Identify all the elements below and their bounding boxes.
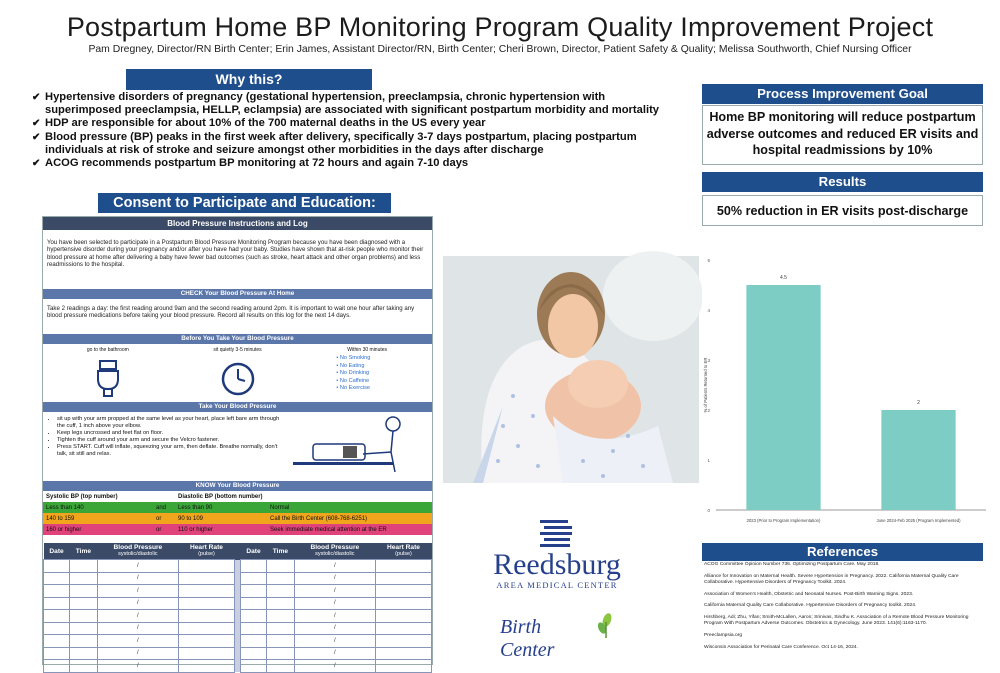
log-hr-title: Heart Rate (386, 544, 420, 551)
log-row (44, 597, 432, 610)
reference-item: California Maternal Quality Care Collaborative. Hypertensive Disorders of Pregnancy toolkit. 2024. (704, 603, 917, 609)
bp-cell: Seek immediate medical attention at the ER (270, 526, 387, 533)
log-cell-date[interactable] (44, 622, 70, 635)
why-bullet: ✔ Hypertensive disorders of pregnancy (gestational hypertension, preeclampsia, chronic hypertension with superimposed preeclampsia, HELLP, eclampsia) are associated with significant postpartum morbidity and mortality (32, 91, 672, 117)
log-cell-hr[interactable] (375, 560, 431, 573)
before-header: Before You Take Your Blood Pressure (43, 334, 432, 344)
log-hr-sub: (pulse) (198, 551, 215, 557)
log-cell-date[interactable] (240, 572, 266, 585)
log-cell-date[interactable] (44, 660, 70, 673)
take-item: • Tighten the cuff around your arm and secure the Velcro fastener. (57, 437, 283, 444)
bp-range-table (43, 491, 432, 535)
log-cell-hr[interactable] (375, 572, 431, 585)
log-cell-bp[interactable]: / (97, 610, 178, 623)
why-header: Why this? (126, 69, 372, 90)
log-bp-title: Blood Pressure (310, 544, 360, 551)
log-cell-date[interactable] (44, 597, 70, 610)
log-cell-hr[interactable] (375, 647, 431, 660)
y-tick-label: 3 (707, 358, 710, 363)
bp-cell: 140 to 159 (46, 515, 75, 522)
log-cell-bp[interactable]: / (294, 647, 375, 660)
y-axis-label: % of Patients Returned to ER (703, 357, 708, 413)
bp-cell: Call the Birth Center (608-768-6251) (270, 515, 368, 522)
no-item: • No Caffeine (336, 378, 432, 386)
results-header: Results (702, 172, 983, 192)
log-cell-date[interactable] (44, 647, 70, 660)
check-header: CHECK Your Blood Pressure At Home (43, 289, 432, 299)
log-cell-time[interactable] (267, 635, 295, 648)
log-cell-time[interactable] (70, 635, 98, 648)
reference-item: Hirshberg, Adi; Zhu, Yifan; Smith-McLallen, Aaron; Srinivas, Sindhu K. Association of a Remote Blood Pressure Monitoring Program With Postpartum Adverse Outcomes. Obstetrics & Gynecology. June 2023. 141(6):1163-1170. (704, 615, 969, 627)
log-cell-date[interactable] (240, 635, 266, 648)
bp-head-cell (153, 491, 175, 502)
log-cell-date[interactable] (44, 572, 70, 585)
why-bullets (32, 91, 672, 170)
log-cell-date[interactable] (240, 597, 266, 610)
bar (881, 410, 955, 510)
log-cell-date[interactable] (240, 647, 266, 660)
bp-row-normal (43, 502, 432, 513)
log-cell-time[interactable] (267, 560, 295, 573)
no-item: • No Eating (336, 363, 432, 371)
data-label: 4.5 (780, 275, 787, 281)
log-cell-bp[interactable]: / (97, 622, 178, 635)
step-bathroom (43, 344, 173, 402)
log-bp-header (294, 543, 375, 560)
results-text: 50% reduction in ER visits post-discharge (702, 195, 983, 226)
log-bp-title: Blood Pressure (113, 544, 163, 551)
before-steps (43, 344, 432, 402)
logo-subtitle: AREA MEDICAL CENTER (496, 580, 618, 590)
why-bullet: ✔ HDP are responsible for about 10% of the 700 maternal deaths in the US every year (32, 117, 672, 130)
log-row (44, 572, 432, 585)
log-cell-hr[interactable] (375, 597, 431, 610)
log-cell-hr[interactable] (178, 635, 234, 648)
log-row (44, 622, 432, 635)
step-within-30 (302, 344, 432, 402)
log-bp-header (97, 543, 178, 560)
log-row (44, 585, 432, 598)
leaf-icon (596, 612, 616, 638)
log-cell-time[interactable] (267, 597, 295, 610)
x-tick-label: June 2024-Feb 2025 (Program Implemented) (876, 518, 961, 523)
birth-center-logo: Birth Center (500, 616, 555, 661)
log-row (44, 560, 432, 573)
bp-cell: Normal (270, 504, 290, 511)
log-row (44, 647, 432, 660)
bp-instruction-form (42, 216, 433, 669)
log-cell-hr[interactable] (178, 560, 234, 573)
clock-icon (218, 359, 258, 399)
log-cell-hr[interactable] (375, 610, 431, 623)
log-cell-hr[interactable] (178, 622, 234, 635)
log-cell-bp[interactable]: / (97, 635, 178, 648)
references-list (704, 562, 984, 656)
log-cell-time[interactable] (70, 660, 98, 673)
goal-header: Process Improvement Goal (702, 84, 983, 104)
bp-table-head (43, 491, 432, 502)
log-date-header: Date (44, 543, 70, 560)
log-row (44, 660, 432, 673)
log-cell-bp[interactable]: / (294, 635, 375, 648)
log-cell-date[interactable] (240, 585, 266, 598)
y-tick-label: 0 (707, 508, 710, 513)
log-cell-bp[interactable]: / (97, 660, 178, 673)
take-steps (43, 412, 432, 481)
poster-title: Postpartum Home BP Monitoring Program Quality Improvement Project (66, 12, 934, 42)
log-cell-bp[interactable]: / (294, 660, 375, 673)
step-label: sit quietly 3-5 minutes (213, 347, 262, 353)
log-date-header: Date (240, 543, 266, 560)
log-cell-date[interactable] (44, 585, 70, 598)
bp-cell: or (156, 526, 162, 533)
log-row (44, 635, 432, 648)
log-cell-hr[interactable] (375, 660, 431, 673)
mother-baby-image (443, 256, 699, 483)
er-visit-chart (702, 252, 1000, 530)
step-sit-quietly (173, 344, 303, 402)
log-cell-time[interactable] (70, 572, 98, 585)
log-cell-bp[interactable]: / (294, 597, 375, 610)
log-cell-time[interactable] (267, 622, 295, 635)
log-cell-date[interactable] (44, 635, 70, 648)
no-item: • No Smoking (336, 355, 432, 363)
log-cell-time[interactable] (267, 572, 295, 585)
log-cell-bp[interactable]: / (294, 572, 375, 585)
bp-cell: 160 or higher (46, 526, 82, 533)
log-hr-header (375, 543, 431, 560)
log-cell-date[interactable] (240, 660, 266, 673)
log-cell-date[interactable] (240, 622, 266, 635)
log-time-header: Time (70, 543, 98, 560)
log-cell-time[interactable] (267, 610, 295, 623)
log-hr-header (178, 543, 234, 560)
log-cell-bp[interactable]: / (294, 585, 375, 598)
bp-cell: Less than 90 (178, 504, 213, 511)
why-bullet: ✔ Blood pressure (BP) peaks in the first week after delivery, specifically 3-7 days postpartum, placing postpartum individuals at risk of stroke and seizure amongst other morbidities in the days after discharge (32, 131, 672, 157)
log-cell-hr[interactable] (375, 635, 431, 648)
know-header: KNOW Your Blood Pressure (43, 481, 432, 491)
log-row (44, 610, 432, 623)
log-cell-hr[interactable] (178, 647, 234, 660)
log-cell-time[interactable] (267, 585, 295, 598)
log-cell-time[interactable] (70, 597, 98, 610)
y-tick-label: 4 (707, 308, 710, 313)
bp-head-cell (267, 491, 432, 502)
log-bp-sub: systolic/diastolic (118, 551, 158, 557)
y-tick-label: 2 (707, 408, 710, 413)
y-tick-label: 5 (707, 258, 710, 263)
log-cell-bp[interactable]: / (97, 572, 178, 585)
bp-cuff-illustration (283, 412, 423, 478)
log-cell-time[interactable] (70, 585, 98, 598)
no-list (336, 355, 432, 393)
mother-baby-photo (443, 256, 699, 483)
bp-row-er (43, 524, 432, 535)
log-hr-title: Heart Rate (189, 544, 223, 551)
log-cell-time[interactable] (70, 622, 98, 635)
goal-text: Home BP monitoring will reduce postpartum adverse outcomes and reduced ER visits and hospital readmissions by 10% (702, 105, 983, 165)
no-item: • No Drinking (336, 370, 432, 378)
form-title: Blood Pressure Instructions and Log (43, 217, 432, 230)
log-cell-date[interactable] (240, 610, 266, 623)
check-text: Take 2 readings a day: the first reading around 9am and the second reading around 2pm. It is important to wait one hour after taking any blood pressure medications before taking your blood pressure. Record all results on this log for the next 14 days. (47, 305, 415, 320)
logo-name: Reedsburg (493, 548, 621, 581)
log-cell-date[interactable] (44, 610, 70, 623)
bp-cell: Less than 140 (46, 504, 84, 511)
log-body (44, 560, 432, 673)
log-cell-date[interactable] (240, 560, 266, 573)
log-cell-hr[interactable] (375, 585, 431, 598)
log-bp-sub: systolic/diastolic (315, 551, 355, 557)
y-tick-label: 1 (707, 458, 710, 463)
log-cell-time[interactable] (70, 560, 98, 573)
no-item: • No Exercise (336, 385, 432, 393)
log-cell-hr[interactable] (178, 660, 234, 673)
authors-line: Pam Dregney, Director/RN Birth Center; Erin James, Assistant Director/RN, Birth Center; Cheri Brown, Director, Patient Safety & Quality; Melissa Southworth, Chief Nursing Officer (88, 44, 912, 55)
log-cell-time[interactable] (70, 647, 98, 660)
log-time-header: Time (267, 543, 295, 560)
log-cell-bp[interactable]: / (97, 585, 178, 598)
log-cell-bp[interactable]: / (294, 610, 375, 623)
log-cell-time[interactable] (70, 610, 98, 623)
take-item: • Press START. Cuff will inflate, squeezing your arm, then deflate. Breathe normally, don't talk, sit still and relax. (57, 444, 283, 458)
take-list (43, 412, 283, 481)
log-cell-hr[interactable] (178, 610, 234, 623)
log-cell-bp[interactable]: / (294, 622, 375, 635)
log-cell-hr[interactable] (178, 585, 234, 598)
reference-item: Alliance for Innovation on Maternal Health. Severe Hypertension in Pregnancy. 2022. California Maternal Quality Care Collaborative. Hypertensive Disorders of Pregnancy Toolkit. 2024. (704, 573, 959, 585)
why-bullet: ✔ ACOG recommends postpartum BP monitoring at 72 hours and again 7-10 days (32, 157, 672, 170)
log-cell-bp[interactable]: / (97, 647, 178, 660)
log-cell-bp[interactable]: / (97, 597, 178, 610)
take-item: • Keep legs uncrossed and feet flat on floor. (57, 430, 283, 437)
log-cell-bp[interactable]: / (294, 560, 375, 573)
bp-head-cell: Systolic BP (top number) (46, 493, 118, 500)
references-header: References (702, 543, 983, 561)
data-label: 2 (917, 400, 920, 406)
bp-cell: 110 or higher (178, 526, 213, 533)
reference-item: ACOG Committee Opinion Number 736. Optimizing Postpartum Care. May 2018. (704, 562, 880, 567)
take-item: • sit up with your arm propped at the same level as your heart, place left bare arm through the cuff, 1 inch above your elbow. (57, 416, 283, 430)
bp-cell: 90 to 109 (178, 515, 204, 522)
bp-row-call (43, 513, 432, 524)
x-tick-label: 2023 (Prior to Program Implementation) (746, 518, 821, 523)
take-header: Take Your Blood Pressure (43, 402, 432, 412)
log-cell-hr[interactable] (178, 597, 234, 610)
log-cell-date[interactable] (44, 560, 70, 573)
log-cell-hr[interactable] (178, 572, 234, 585)
reference-item: Preeclampsia.org (704, 632, 743, 638)
bp-head-cell: Diastolic BP (bottom number) (178, 493, 263, 500)
log-cell-time[interactable] (267, 660, 295, 673)
log-cell-bp[interactable]: / (97, 560, 178, 573)
bp-cell: and (156, 504, 167, 511)
bp-log-table (43, 543, 432, 673)
log-cell-hr[interactable] (375, 622, 431, 635)
form-intro: You have been selected to participate in a Postpartum Blood Pressure Monitoring Program because you have been diagnosed with a hypertensive disorder during your pregnancy and/or after you have had your baby. Studies have shown that at-risk people who monitor their blood pressure at home after delivering a baby have fewer bad outcomes (such as stroke, heart attack and other organ problems) and less readmissions to the hospital. (47, 239, 424, 269)
step-label: go to the bathroom (86, 347, 129, 353)
log-hr-sub: (pulse) (395, 551, 412, 557)
consent-header: Consent to Participate and Education: (98, 193, 391, 213)
log-header-row (44, 543, 432, 560)
log-cell-time[interactable] (267, 647, 295, 660)
bar (746, 285, 820, 510)
step-label: Within 30 minutes (347, 347, 388, 353)
reference-item: Wisconsin Association for Perinatal Care Conference. Oct 14-16, 2024. (704, 644, 858, 650)
toilet-icon (93, 359, 123, 399)
bp-cell: or (156, 515, 162, 522)
reference-item: Association of Women's Health, Obstetric and Neonatal Nurses. Post-Birth Warning Signs. 2023. (704, 591, 914, 597)
